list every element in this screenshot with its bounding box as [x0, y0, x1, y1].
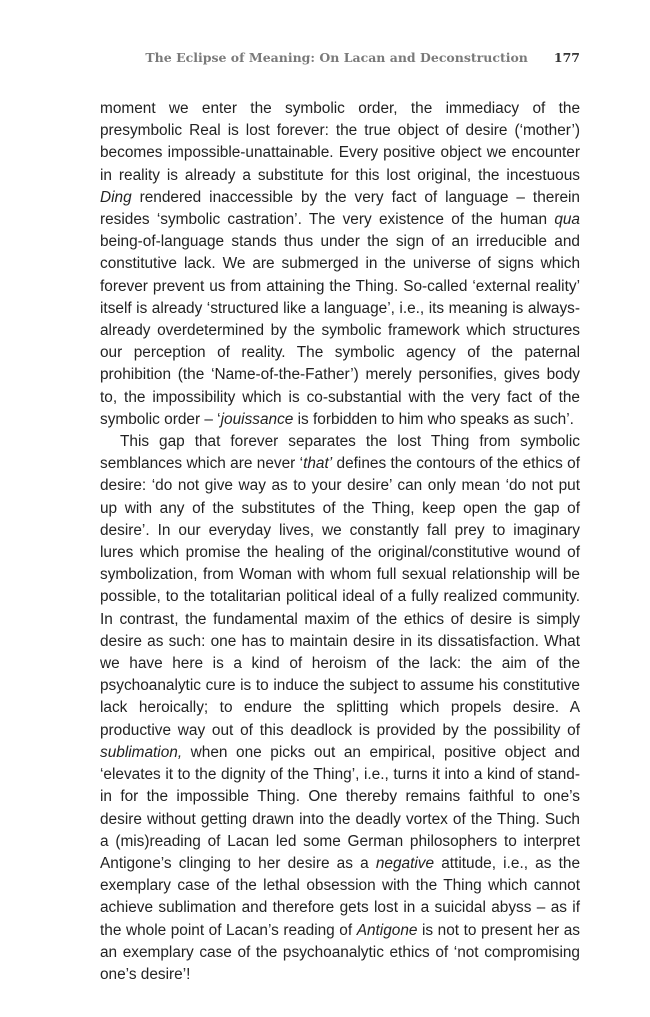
text-run: when one picks out an empirical, positive object and ‘elevates it to the dignity of the Thing’, i.e., turns it into a kind of stand-in for the impossible Thing. One thereby remains faithful to one’s desire without getting drawn into the deadly vortex of the Thing. Such a (mis)reading of Lacan led some German philosophers to interpret Antigone’s clinging to her desire as a [100, 743, 580, 872]
italic-run: Ding [100, 188, 132, 206]
text-run: defines the contours of the ethics of desire: ‘do not give way as to your desire’ can only mean ‘do not put up with any of the substitutes of the Thing, keep open the gap of desire’. In our everyday lives, we constantly fall prey to imaginary lures which promise the healing of the original/constitutive wound of symbolization, from Woman with whom full sexual relationship will be possible, to the totalitarian political ideal of a fully realized community. In contrast, the fundamental maxim of the ethics of desire is simply desire as such: one has to maintain desire in its dissatisfaction. What we have here is a kind of heroism of the lack: the aim of the psychoanalytic cure is to induce the subject to assume his constitutive lack heroically; to endure the splitting which propels desire. A productive way out of this deadlock is provided by the possibility of [100, 455, 580, 739]
text-run: is not to present her as an exemplary case of the psychoanalytic ethics of ‘not compromising one’s desire’! [100, 921, 580, 983]
italic-run: jouissance [220, 410, 294, 428]
text-run: attitude, i.e., as the exemplary case of the lethal obsession with the Thing which cannot achieve sublimation and therefore gets lost in a suicidal abyss – as if the whole point of Lacan’s reading of [100, 854, 580, 939]
paragraph-2 [100, 431, 580, 986]
text-run: rendered inaccessible by the very fact of language – therein resides ‘symbolic castration’. The very existence of the human [100, 188, 580, 229]
page-number: 177 [553, 50, 580, 65]
italic-run: negative [375, 854, 435, 872]
italic-run: Antigone [356, 921, 418, 939]
paragraph-1 [100, 98, 580, 431]
text-run: is forbidden to him who speaks as such’. [293, 410, 574, 428]
text-run: moment we enter the symbolic order, the immediacy of the presymbolic Real is lost forever: the true object of desire (‘mother’) becomes impossible-unattainable. Every positive object we encounter in reality is already a substitute for this lost original, the incestuous [100, 100, 580, 184]
running-head-title: The Eclipse of Meaning: On Lacan and Deconstruction [145, 50, 528, 65]
italic-run: qua [554, 211, 580, 229]
text-run: This gap that forever separates the lost Thing from symbolic semblances which are never ‘ [100, 433, 580, 473]
running-head [100, 50, 580, 72]
italic-run: sublimation, [100, 743, 183, 761]
italic-run: that’ [303, 455, 333, 473]
body-text [100, 98, 580, 986]
text-run: being-of-language stands thus under the sign of an irreducible and constitutive lack. We are submerged in the universe of signs which forever prevent us from attaining the Thing. So-called ‘external reality’ itself is already ‘structured like a language’, i.e., its meaning is always-already overdetermined by the symbolic framework which structures our perception of reality. The symbolic agency of the paternal prohibition (the ‘Name-of-the-Father’) merely personifies, gives body to, the impossibility which is co-substantial with the very fact of the symbolic order – ‘ [100, 233, 580, 428]
